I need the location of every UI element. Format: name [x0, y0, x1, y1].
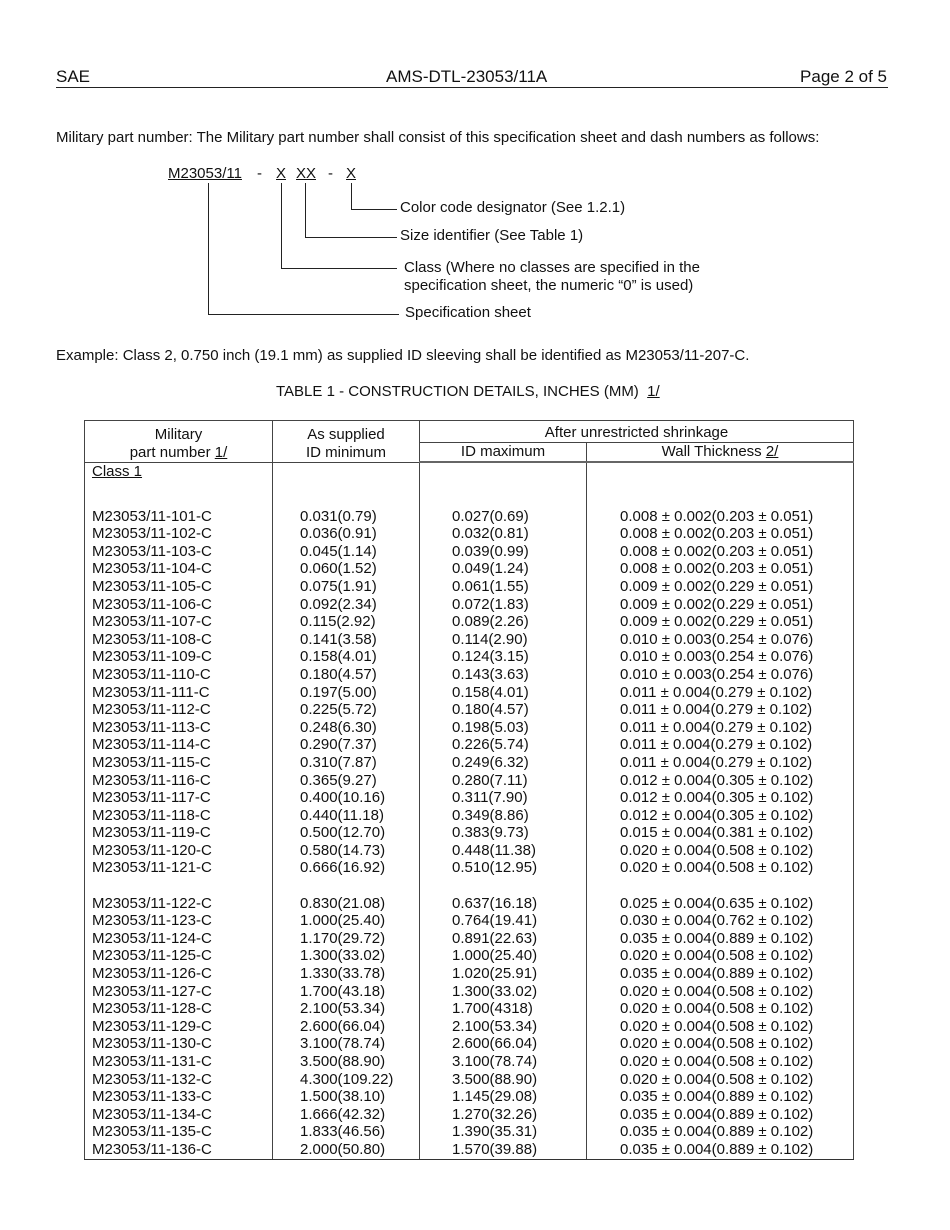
construction-details-table [84, 420, 854, 1160]
wall-thickness-cell: 0.011 ± 0.004(0.279 ± 0.102) [587, 701, 854, 719]
table-row [85, 912, 854, 930]
part-number-cell: M23053/11-119-C [85, 824, 273, 842]
id-minimum-cell: 1.700(43.18) [273, 983, 420, 1001]
wall-thickness-cell: 0.008 ± 0.002(0.203 ± 0.051) [587, 508, 854, 526]
id-minimum-cell: 0.036(0.91) [273, 525, 420, 543]
table-row [85, 525, 854, 543]
id-maximum-cell: 1.700(4318) [420, 1000, 587, 1018]
wall-thickness-cell: 0.011 ± 0.004(0.279 ± 0.102) [587, 684, 854, 702]
table-body [85, 462, 854, 1159]
id-maximum-cell: 1.300(33.02) [420, 983, 587, 1001]
table-row [85, 1071, 854, 1089]
table-row [85, 631, 854, 649]
part-number-cell: M23053/11-114-C [85, 736, 273, 754]
wall-thickness-cell: 0.008 ± 0.002(0.203 ± 0.051) [587, 560, 854, 578]
id-minimum-cell: 0.365(9.27) [273, 772, 420, 790]
part-number-cell: M23053/11-127-C [85, 983, 273, 1001]
part-number-cell: M23053/11-115-C [85, 754, 273, 772]
wall-thickness-cell: 0.020 ± 0.004(0.508 ± 0.102) [587, 1018, 854, 1036]
spacer-cell [273, 877, 420, 895]
table-row [85, 1106, 854, 1124]
label-spec-sheet: Specification sheet [405, 304, 531, 321]
header-document-id: AMS-DTL-23053/11A [386, 67, 548, 86]
id-maximum-cell: 1.000(25.40) [420, 947, 587, 965]
id-maximum-cell: 0.124(3.15) [420, 648, 587, 666]
id-maximum-cell: 0.032(0.81) [420, 525, 587, 543]
wall-thickness-cell: 0.015 ± 0.004(0.381 ± 0.102) [587, 824, 854, 842]
wall-thickness-cell: 0.011 ± 0.004(0.279 ± 0.102) [587, 754, 854, 772]
id-minimum-cell: 0.248(6.30) [273, 719, 420, 737]
empty-cell [587, 462, 854, 490]
table-row [85, 560, 854, 578]
id-minimum-cell: 0.310(7.87) [273, 754, 420, 772]
table-row [85, 1141, 854, 1159]
id-maximum-cell: 0.280(7.11) [420, 772, 587, 790]
id-minimum-cell: 1.330(33.78) [273, 965, 420, 983]
id-maximum-cell: 2.600(66.04) [420, 1035, 587, 1053]
id-maximum-cell: 0.764(19.41) [420, 912, 587, 930]
wall-thickness-cell: 0.020 ± 0.004(0.508 ± 0.102) [587, 1035, 854, 1053]
wall-thickness-cell: 0.035 ± 0.004(0.889 ± 0.102) [587, 1106, 854, 1124]
id-minimum-cell: 3.100(78.74) [273, 1035, 420, 1053]
id-minimum-cell: 4.300(109.22) [273, 1071, 420, 1089]
wall-thickness-cell: 0.035 ± 0.004(0.889 ± 0.102) [587, 1123, 854, 1141]
table-row [85, 1088, 854, 1106]
connector-size-horizontal [305, 237, 397, 238]
id-maximum-cell: 0.049(1.24) [420, 560, 587, 578]
header-page-number: Page 2 of 5 [800, 67, 887, 86]
spacer-cell [587, 877, 854, 895]
part-number-cell: M23053/11-108-C [85, 631, 273, 649]
part-number-cell: M23053/11-113-C [85, 719, 273, 737]
header-rule [56, 87, 888, 88]
part-number-cell: M23053/11-112-C [85, 701, 273, 719]
label-class-line-2: specification sheet, the numeric “0” is used) [404, 277, 694, 294]
table-row [85, 842, 854, 860]
table-row [85, 719, 854, 737]
id-maximum-cell: 0.143(3.63) [420, 666, 587, 684]
part-number-cell: M23053/11-133-C [85, 1088, 273, 1106]
part-number-cell: M23053/11-125-C [85, 947, 273, 965]
table-row [85, 1018, 854, 1036]
id-maximum-cell: 0.448(11.38) [420, 842, 587, 860]
id-minimum-cell: 0.158(4.01) [273, 648, 420, 666]
id-minimum-cell: 0.060(1.52) [273, 560, 420, 578]
diagram-dash-2: - [328, 165, 333, 182]
id-maximum-cell: 0.510(12.95) [420, 859, 587, 877]
spacer-cell [587, 490, 854, 508]
wall-thickness-cell: 0.020 ± 0.004(0.508 ± 0.102) [587, 859, 854, 877]
part-number-cell: M23053/11-102-C [85, 525, 273, 543]
id-maximum-cell: 1.270(32.26) [420, 1106, 587, 1124]
id-minimum-cell: 0.141(3.58) [273, 631, 420, 649]
connector-color-vertical [351, 183, 352, 210]
id-minimum-cell: 0.045(1.14) [273, 543, 420, 561]
id-maximum-cell: 0.198(5.03) [420, 719, 587, 737]
id-minimum-cell: 0.440(11.18) [273, 807, 420, 825]
spacer-cell [85, 877, 273, 895]
example-paragraph: Example: Class 2, 0.750 inch (19.1 mm) as supplied ID sleeving shall be identified as M23053/11-207-C. [56, 347, 750, 364]
wall-thickness-cell: 0.009 ± 0.002(0.229 ± 0.051) [587, 578, 854, 596]
table-row [85, 613, 854, 631]
part-number-cell: M23053/11-110-C [85, 666, 273, 684]
wall-thickness-cell: 0.010 ± 0.003(0.254 ± 0.076) [587, 666, 854, 684]
part-number-cell: M23053/11-103-C [85, 543, 273, 561]
id-maximum-cell: 0.061(1.55) [420, 578, 587, 596]
table-row [85, 1123, 854, 1141]
table-row [85, 508, 854, 526]
id-minimum-cell: 0.666(16.92) [273, 859, 420, 877]
table-row [85, 754, 854, 772]
part-number-cell: M23053/11-135-C [85, 1123, 273, 1141]
header-as-supplied [273, 421, 420, 463]
connector-spec-horizontal [208, 314, 399, 315]
table-row [85, 807, 854, 825]
id-maximum-cell: 0.089(2.26) [420, 613, 587, 631]
wall-thickness-cell: 0.012 ± 0.004(0.305 ± 0.102) [587, 772, 854, 790]
header-wall-thickness [587, 443, 854, 463]
table-row [85, 824, 854, 842]
part-number-cell: M23053/11-130-C [85, 1035, 273, 1053]
wall-thickness-cell: 0.025 ± 0.004(0.635 ± 0.102) [587, 895, 854, 913]
wall-thickness-cell: 0.010 ± 0.003(0.254 ± 0.076) [587, 631, 854, 649]
id-maximum-cell: 1.145(29.08) [420, 1088, 587, 1106]
id-maximum-cell: 2.100(53.34) [420, 1018, 587, 1036]
wall-thickness-cell: 0.008 ± 0.002(0.203 ± 0.051) [587, 543, 854, 561]
connector-spec-vertical [208, 183, 209, 315]
id-minimum-cell: 0.092(2.34) [273, 596, 420, 614]
wall-thickness-cell: 0.020 ± 0.004(0.508 ± 0.102) [587, 983, 854, 1001]
id-maximum-cell: 1.020(25.91) [420, 965, 587, 983]
part-number-cell: M23053/11-116-C [85, 772, 273, 790]
header-supplied-line1: As supplied [307, 425, 385, 443]
table-row [85, 772, 854, 790]
wall-thickness-cell: 0.030 ± 0.004(0.762 ± 0.102) [587, 912, 854, 930]
table-row [85, 666, 854, 684]
id-minimum-cell: 1.500(38.10) [273, 1088, 420, 1106]
table-row [85, 648, 854, 666]
label-class-line-1: Class (Where no classes are specified in the [404, 259, 700, 276]
table-title-text: TABLE 1 - CONSTRUCTION DETAILS, INCHES (MM) [276, 383, 639, 400]
wall-thickness-cell: 0.035 ± 0.004(0.889 ± 0.102) [587, 1141, 854, 1159]
id-minimum-cell: 0.180(4.57) [273, 666, 420, 684]
header-part-note: 1/ [214, 443, 228, 461]
diagram-size-code: XX [296, 165, 317, 182]
table-row [85, 701, 854, 719]
group-spacer-row [85, 877, 854, 895]
part-number-cell: M23053/11-105-C [85, 578, 273, 596]
id-maximum-cell: 3.500(88.90) [420, 1071, 587, 1089]
table-row [85, 1000, 854, 1018]
table-row [85, 983, 854, 1001]
connector-class-horizontal [281, 268, 397, 269]
table-row [85, 930, 854, 948]
header-wall-text: Wall Thickness [661, 443, 762, 460]
id-minimum-cell: 0.031(0.79) [273, 508, 420, 526]
id-maximum-cell: 0.027(0.69) [420, 508, 587, 526]
header-org: SAE [56, 67, 91, 86]
wall-thickness-cell: 0.035 ± 0.004(0.889 ± 0.102) [587, 930, 854, 948]
id-minimum-cell: 0.075(1.91) [273, 578, 420, 596]
id-maximum-cell: 0.158(4.01) [420, 684, 587, 702]
id-minimum-cell: 0.830(21.08) [273, 895, 420, 913]
empty-cell [420, 462, 587, 490]
part-number-cell: M23053/11-131-C [85, 1053, 273, 1071]
id-minimum-cell: 0.400(10.16) [273, 789, 420, 807]
part-number-cell: M23053/11-107-C [85, 613, 273, 631]
table-row [85, 789, 854, 807]
part-number-cell: M23053/11-121-C [85, 859, 273, 877]
class-label: Class 1 [92, 462, 143, 480]
table-row [85, 543, 854, 561]
diagram-dash-1: - [257, 165, 262, 182]
part-number-cell: M23053/11-101-C [85, 508, 273, 526]
part-number-cell: M23053/11-109-C [85, 648, 273, 666]
id-minimum-cell: 0.580(14.73) [273, 842, 420, 860]
part-number-cell: M23053/11-106-C [85, 596, 273, 614]
diagram-class-code: X [276, 165, 287, 182]
part-number-cell: M23053/11-129-C [85, 1018, 273, 1036]
part-number-cell: M23053/11-134-C [85, 1106, 273, 1124]
wall-thickness-cell: 0.035 ± 0.004(0.889 ± 0.102) [587, 1088, 854, 1106]
table-title-note: 1/ [647, 383, 660, 400]
label-size-identifier: Size identifier (See Table 1) [400, 227, 584, 244]
spacer-cell [85, 490, 273, 508]
part-number-cell: M23053/11-120-C [85, 842, 273, 860]
id-maximum-cell: 1.570(39.88) [420, 1141, 587, 1159]
wall-thickness-cell: 0.009 ± 0.002(0.229 ± 0.051) [587, 613, 854, 631]
id-minimum-cell: 1.000(25.40) [273, 912, 420, 930]
spacer-cell [420, 490, 587, 508]
wall-thickness-cell: 0.020 ± 0.004(0.508 ± 0.102) [587, 1071, 854, 1089]
part-number-cell: M23053/11-136-C [85, 1141, 273, 1159]
id-minimum-cell: 1.666(42.32) [273, 1106, 420, 1124]
diagram-color-code: X [346, 165, 357, 182]
id-maximum-cell: 0.349(8.86) [420, 807, 587, 825]
id-maximum-cell: 0.039(0.99) [420, 543, 587, 561]
id-maximum-cell: 0.180(4.57) [420, 701, 587, 719]
id-maximum-cell: 0.114(2.90) [420, 631, 587, 649]
part-number-cell: M23053/11-124-C [85, 930, 273, 948]
empty-cell [273, 462, 420, 490]
wall-thickness-cell: 0.012 ± 0.004(0.305 ± 0.102) [587, 789, 854, 807]
table-row [85, 947, 854, 965]
part-number-cell: M23053/11-111-C [85, 684, 273, 702]
spacer-cell [273, 490, 420, 508]
table-row [85, 1053, 854, 1071]
header-wall-note: 2/ [765, 443, 779, 460]
part-number-cell: M23053/11-132-C [85, 1071, 273, 1089]
table-row [85, 895, 854, 913]
id-minimum-cell: 2.600(66.04) [273, 1018, 420, 1036]
id-maximum-cell: 0.226(5.74) [420, 736, 587, 754]
wall-thickness-cell: 0.020 ± 0.004(0.508 ± 0.102) [587, 1000, 854, 1018]
id-minimum-cell: 0.197(5.00) [273, 684, 420, 702]
id-minimum-cell: 0.500(12.70) [273, 824, 420, 842]
diagram-base-code: M23053/11 [168, 165, 242, 182]
table-row [85, 736, 854, 754]
part-number-cell: M23053/11-126-C [85, 965, 273, 983]
wall-thickness-cell: 0.011 ± 0.004(0.279 ± 0.102) [587, 736, 854, 754]
wall-thickness-cell: 0.008 ± 0.002(0.203 ± 0.051) [587, 525, 854, 543]
wall-thickness-cell: 0.035 ± 0.004(0.889 ± 0.102) [587, 965, 854, 983]
id-minimum-cell: 1.833(46.56) [273, 1123, 420, 1141]
part-number-cell: M23053/11-122-C [85, 895, 273, 913]
id-maximum-cell: 0.637(16.18) [420, 895, 587, 913]
id-maximum-cell: 1.390(35.31) [420, 1123, 587, 1141]
wall-thickness-cell: 0.010 ± 0.003(0.254 ± 0.076) [587, 648, 854, 666]
header-supplied-line2: ID minimum [305, 443, 386, 461]
header-part-text: part number [129, 443, 211, 461]
part-number-cell: M23053/11-128-C [85, 1000, 273, 1018]
part-number-cell: M23053/11-104-C [85, 560, 273, 578]
header-part-line1: Military [154, 425, 203, 443]
table-row [85, 596, 854, 614]
header-part-number [85, 421, 273, 463]
header-part-line2 [85, 444, 272, 462]
id-minimum-cell: 0.115(2.92) [273, 613, 420, 631]
table-row [85, 684, 854, 702]
id-maximum-cell: 0.249(6.32) [420, 754, 587, 772]
wall-thickness-cell: 0.009 ± 0.002(0.229 ± 0.051) [587, 596, 854, 614]
connector-class-vertical [281, 183, 282, 269]
class-label-cell [85, 462, 273, 490]
table-row [85, 859, 854, 877]
id-minimum-cell: 2.000(50.80) [273, 1141, 420, 1159]
wall-thickness-cell: 0.020 ± 0.004(0.508 ± 0.102) [587, 1053, 854, 1071]
id-minimum-cell: 3.500(88.90) [273, 1053, 420, 1071]
wall-thickness-cell: 0.020 ± 0.004(0.508 ± 0.102) [587, 947, 854, 965]
header-id-maximum: ID maximum [420, 443, 587, 463]
id-minimum-cell: 0.290(7.37) [273, 736, 420, 754]
part-number-cell: M23053/11-118-C [85, 807, 273, 825]
id-maximum-cell: 0.072(1.83) [420, 596, 587, 614]
table-row [85, 578, 854, 596]
id-maximum-cell: 3.100(78.74) [420, 1053, 587, 1071]
part-number-cell: M23053/11-123-C [85, 912, 273, 930]
id-minimum-cell: 1.170(29.72) [273, 930, 420, 948]
part-number-cell: M23053/11-117-C [85, 789, 273, 807]
table-row [85, 1035, 854, 1053]
id-minimum-cell: 2.100(53.34) [273, 1000, 420, 1018]
intro-paragraph: Military part number: The Military part number shall consist of this specification sheet and dash numbers as follows: [56, 129, 820, 146]
wall-thickness-cell: 0.020 ± 0.004(0.508 ± 0.102) [587, 842, 854, 860]
id-minimum-cell: 0.225(5.72) [273, 701, 420, 719]
connector-color-horizontal [351, 209, 397, 210]
label-color-code: Color code designator (See 1.2.1) [400, 199, 626, 216]
id-maximum-cell: 0.891(22.63) [420, 930, 587, 948]
spacer-cell [420, 877, 587, 895]
id-maximum-cell: 0.311(7.90) [420, 789, 587, 807]
wall-thickness-cell: 0.012 ± 0.004(0.305 ± 0.102) [587, 807, 854, 825]
wall-thickness-cell: 0.011 ± 0.004(0.279 ± 0.102) [587, 719, 854, 737]
table-row [85, 965, 854, 983]
connector-size-vertical [305, 183, 306, 238]
id-minimum-cell: 1.300(33.02) [273, 947, 420, 965]
table-title [276, 383, 660, 400]
id-maximum-cell: 0.383(9.73) [420, 824, 587, 842]
header-after-shrinkage: After unrestricted shrinkage [420, 421, 854, 443]
